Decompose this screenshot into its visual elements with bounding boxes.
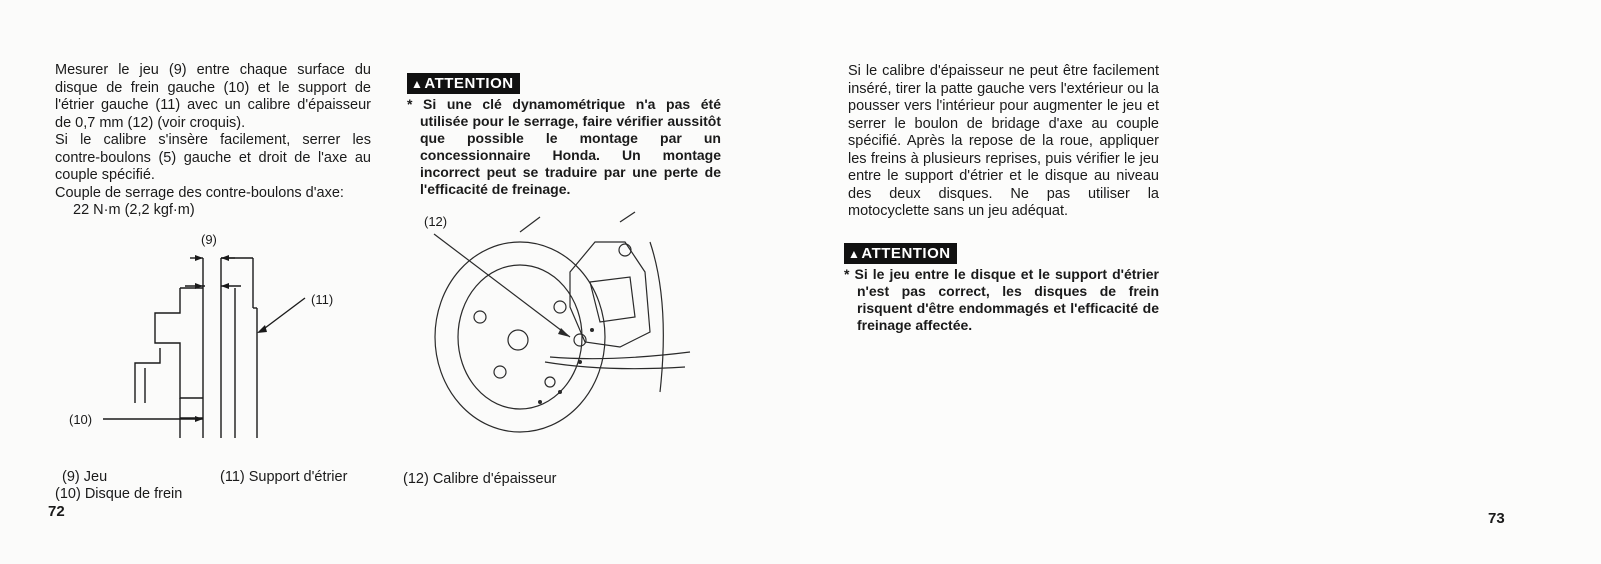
warning-left <box>407 96 721 198</box>
right-page <box>800 0 1601 564</box>
page-number-left: 72 <box>48 503 65 520</box>
intro-paragraph-1: Mesurer le jeu (9) entre chaque surface du disque de frein gauche (10) et le support de l'étrier gauche (11) avec un calibre d'épaisseur de 0,7 mm (12) (voir croquis). <box>55 62 371 131</box>
label-11: (11) <box>311 292 334 307</box>
intro-paragraph-2: Si le calibre s'insère facilement, serrer les contre-boulons (5) gauche et droit de l'axe au couple spécifié. <box>55 132 371 183</box>
caliper-illustration <box>420 212 720 442</box>
torque-label: Couple de serrage des contre-boulons d'axe: <box>55 184 344 201</box>
torque-value: 22 N·m (2,2 kgf·m) <box>73 202 195 218</box>
left-page <box>0 0 800 564</box>
warning-text-right: Si le jeu entre le disque et le support d'étrier n'est pas correct, les disques de frein risquent d'être endommagés et l'efficacité de freinage affectée. <box>854 266 1160 333</box>
caption-10: (10) Disque de frein <box>55 486 183 502</box>
attention-banner-left <box>407 73 520 94</box>
warning-right <box>844 266 1159 334</box>
label-12: (12) <box>424 214 448 229</box>
gap-diagram <box>55 228 415 458</box>
asterisk-bullet-icon: * <box>407 96 424 112</box>
caption-11: (11) Support d'étrier <box>220 469 348 485</box>
left-instructions <box>55 62 371 220</box>
label-9: (9) <box>201 232 217 247</box>
attention-label: ATTENTION <box>861 245 951 262</box>
caption-12: (12) Calibre d'épaisseur <box>403 471 557 487</box>
label-10: (10) <box>69 412 93 427</box>
page-number-right: 73 <box>1488 510 1505 527</box>
right-instructions <box>848 63 1159 221</box>
warning-text-left: Si une clé dynamométrique n'a pas été utilisée pour le serrage, faire vérifier aussitôt que possible le montage par un concessionnaire Honda. Un montage incorrect peut se traduire par une perte de l'efficacité de freinage. <box>420 96 721 197</box>
right-paragraph: Si le calibre d'épaisseur ne peut être facilement inséré, tirer la patte gauche vers l'extérieur ou la pousser vers l'intérieur pour augmenter le jeu et serrer le boulon de bridage d'axe au couple spécifié. Après la repose de la roue, appliquer les freins à plusieurs reprises, puis vérifier le jeu entre le support d'étrier et le disque au niveau des deux disques. Ne pas utiliser la motocyclette sans un jeu adéquat. <box>848 63 1159 219</box>
attention-banner-right <box>844 243 957 264</box>
attention-label: ATTENTION <box>424 75 514 92</box>
warning-triangle-icon: ▲ <box>411 77 424 91</box>
warning-triangle-icon: ▲ <box>848 247 861 261</box>
caption-9: (9) Jeu <box>62 469 108 485</box>
asterisk-bullet-icon: * <box>844 266 855 282</box>
